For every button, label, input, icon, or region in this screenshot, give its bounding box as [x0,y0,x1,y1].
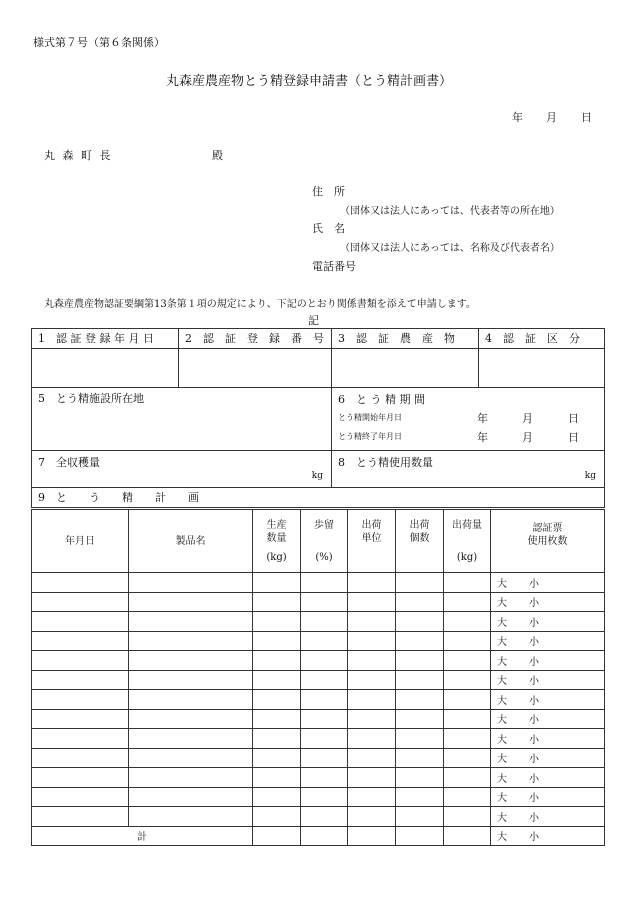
cell[interactable] [253,670,301,690]
col-ship-unit-line1: 出荷 [361,519,382,531]
col-production-qty [253,510,301,573]
cell[interactable] [444,807,491,827]
cell[interactable] [396,651,444,671]
cell[interactable] [396,573,444,593]
cell[interactable] [348,709,396,729]
col-production-qty-unit: (kg) [266,551,287,563]
s6-start-label: とう精開始年月日 [338,413,402,422]
col-ship-qty [444,510,491,573]
cell[interactable] [444,631,491,651]
s7-header: 7 全収穫量 [38,456,100,469]
cell[interactable] [253,768,301,788]
table-row [32,690,605,710]
cell[interactable] [253,826,301,846]
s3-header: 3 認 証 農 産 物 [332,329,479,349]
table-row [32,670,605,690]
table-row [32,748,605,768]
cell[interactable] [396,690,444,710]
size-cell[interactable]: 大 小 [491,748,605,768]
cell[interactable] [253,729,301,749]
cell[interactable] [444,592,491,612]
col-product: 製品名 [129,510,253,573]
cell[interactable] [129,729,253,749]
table-row [32,709,605,729]
s6-header: 6 と う 精 期 間 [338,393,425,406]
cell[interactable] [301,748,348,768]
cell[interactable] [444,612,491,632]
cell[interactable] [32,807,129,827]
table-row [32,631,605,651]
cell[interactable] [301,592,348,612]
size-cell[interactable]: 大 小 [491,651,605,671]
cell[interactable] [129,690,253,710]
cell[interactable] [253,690,301,710]
cell[interactable] [32,748,129,768]
col-cert-line1: 認証票 [532,522,563,534]
table-row [32,787,605,807]
col-yield-unit: (%) [315,551,333,563]
phone-label: 電話番号 [312,260,356,273]
address-label: 住 所 [312,185,345,198]
s4-field[interactable] [479,349,605,388]
cell[interactable] [444,670,491,690]
cell[interactable] [444,709,491,729]
cell[interactable] [129,631,253,651]
col-ship-count-line2: 個数 [409,532,430,544]
s8-header: 8 とう精使用数量 [338,456,433,469]
cell[interactable] [129,573,253,593]
cell[interactable] [301,612,348,632]
cell[interactable] [348,651,396,671]
col-ship-qty-label: 出荷量 [452,519,482,531]
cell[interactable] [32,729,129,749]
size-cell[interactable]: 大 小 [491,690,605,710]
s5-cell[interactable] [32,388,332,451]
cell[interactable] [129,612,253,632]
cell[interactable] [444,768,491,788]
col-yield-label: 歩留 [314,519,334,531]
cell[interactable] [129,768,253,788]
cell[interactable] [444,651,491,671]
cell[interactable] [129,651,253,671]
cell[interactable] [301,826,348,846]
ki-label: 記 [308,314,319,327]
col-ship-count-line1: 出荷 [409,519,430,531]
cell[interactable] [129,670,253,690]
cell[interactable] [32,631,129,651]
cell[interactable] [348,690,396,710]
s6-end-year: 年 [477,431,488,444]
table-row [32,573,605,593]
cell[interactable] [348,729,396,749]
page-title: 丸森産農産物とう精登録申請書（とう精計画書） [166,74,453,89]
plan-table [31,509,605,846]
cell[interactable] [253,709,301,729]
size-cell[interactable]: 大 小 [491,768,605,788]
cell[interactable] [32,573,129,593]
cell[interactable] [396,592,444,612]
cell[interactable] [253,592,301,612]
cell[interactable] [348,768,396,788]
cell[interactable] [253,651,301,671]
cell[interactable] [253,787,301,807]
plan-header-row [32,510,605,573]
cell[interactable] [396,826,444,846]
cell[interactable] [253,612,301,632]
cell[interactable] [32,651,129,671]
cell[interactable] [444,787,491,807]
s9-header: 9 と う 精 計 画 [32,488,605,508]
col-yield [301,510,348,573]
cell[interactable] [396,612,444,632]
cell[interactable] [129,709,253,729]
s6-start-month: 月 [522,412,533,425]
s6-cell[interactable] [332,388,605,451]
cell[interactable] [348,631,396,651]
cell[interactable] [301,670,348,690]
size-cell[interactable]: 大 小 [491,709,605,729]
s6-start-day: 日 [568,412,579,425]
recipient-honorific: 殿 [212,149,223,162]
date-day: 日 [581,111,592,124]
size-cell[interactable]: 大 小 [491,826,605,846]
cell[interactable] [301,709,348,729]
cell[interactable] [32,768,129,788]
cell[interactable] [348,748,396,768]
cell[interactable] [301,729,348,749]
s8-unit: kg [584,471,596,481]
cell[interactable] [444,826,491,846]
size-cell[interactable]: 大 小 [491,631,605,651]
cell[interactable] [444,573,491,593]
cell[interactable] [348,612,396,632]
size-cell[interactable]: 大 小 [491,807,605,827]
cell[interactable] [253,748,301,768]
table-row [32,768,605,788]
col-ship-count [396,510,444,573]
cell[interactable] [348,592,396,612]
cell[interactable] [348,573,396,593]
cell[interactable] [348,787,396,807]
col-production-qty-line2: 数量 [266,532,287,544]
cell[interactable] [253,631,301,651]
s8-cell[interactable] [332,451,605,488]
cell[interactable] [396,807,444,827]
s7-cell[interactable] [32,451,332,488]
s7-unit: kg [311,471,323,481]
recipient-name: 丸 森 町 長 [44,149,113,162]
cell[interactable] [301,573,348,593]
cell[interactable] [253,573,301,593]
form-number: 様式第７号（第６条関係） [33,36,165,49]
size-cell[interactable]: 大 小 [491,787,605,807]
cell[interactable] [396,709,444,729]
cell[interactable] [396,631,444,651]
cell[interactable] [444,729,491,749]
cell[interactable] [348,670,396,690]
size-cell[interactable]: 大 小 [491,612,605,632]
cell[interactable] [396,670,444,690]
s1-header: 1 認 証 登 録 年 月 日 [32,329,179,349]
s6-end-label: とう精終了年月日 [338,432,402,441]
table-row [32,729,605,749]
col-cert [491,510,605,573]
cell[interactable] [301,768,348,788]
s3-field[interactable] [332,349,479,388]
cell[interactable] [396,729,444,749]
s6-end-month: 月 [522,431,533,444]
date-year: 年 [512,111,523,124]
cell[interactable] [444,748,491,768]
cell[interactable] [396,768,444,788]
cell[interactable] [444,690,491,710]
col-ship-unit [348,510,396,573]
table-row [32,807,605,827]
s6-end-day: 日 [568,431,579,444]
cell[interactable] [32,612,129,632]
s1-field[interactable] [32,349,179,388]
table-row [32,592,605,612]
col-date: 年月日 [32,510,129,573]
size-cell[interactable]: 大 小 [491,573,605,593]
cell[interactable] [32,787,129,807]
table-row [32,612,605,632]
cell[interactable] [348,826,396,846]
cell[interactable] [32,709,129,729]
size-cell[interactable]: 大 小 [491,729,605,749]
cell[interactable] [129,592,253,612]
col-ship-qty-unit: (kg) [456,551,478,563]
cell[interactable] [129,748,253,768]
col-ship-unit-line2: 単位 [361,532,382,544]
s2-field[interactable] [179,349,332,388]
cell[interactable] [396,787,444,807]
cell[interactable] [129,787,253,807]
name-label: 氏 名 [312,222,345,235]
cell[interactable] [301,690,348,710]
total-label: 計 [32,826,253,846]
cell[interactable] [301,807,348,827]
s2-header: 2 認 証 登 録 番 号 [179,329,332,349]
col-cert-line2: 使用枚数 [527,535,568,547]
cell[interactable] [301,651,348,671]
plan-rows [32,573,605,846]
name-note: （団体又は法人にあっては、名称及び代表者名） [340,243,560,254]
statement: 丸森産農産物認証要綱第13条第１項の規定により、下記のとおり関係書類を添えて申請します。 [44,299,476,310]
s5-header: 5 とう精施設所在地 [38,392,144,405]
cell[interactable] [301,787,348,807]
cell[interactable] [32,592,129,612]
s4-header: 4 認 証 区 分 [479,329,605,349]
size-cell[interactable]: 大 小 [491,592,605,612]
cell[interactable] [301,631,348,651]
s6-start-year: 年 [477,412,488,425]
cell[interactable] [396,748,444,768]
cell[interactable] [348,807,396,827]
cell[interactable] [32,670,129,690]
table-row [32,651,605,671]
cell[interactable] [32,690,129,710]
cell[interactable] [129,807,253,827]
col-production-qty-line1: 生産 [266,519,287,531]
size-cell[interactable]: 大 小 [491,670,605,690]
application-form-table [31,328,605,508]
cell[interactable] [253,807,301,827]
date-month: 月 [546,111,557,124]
total-row [32,826,605,846]
address-note: （団体又は法人にあっては、代表者等の所在地） [340,206,560,217]
